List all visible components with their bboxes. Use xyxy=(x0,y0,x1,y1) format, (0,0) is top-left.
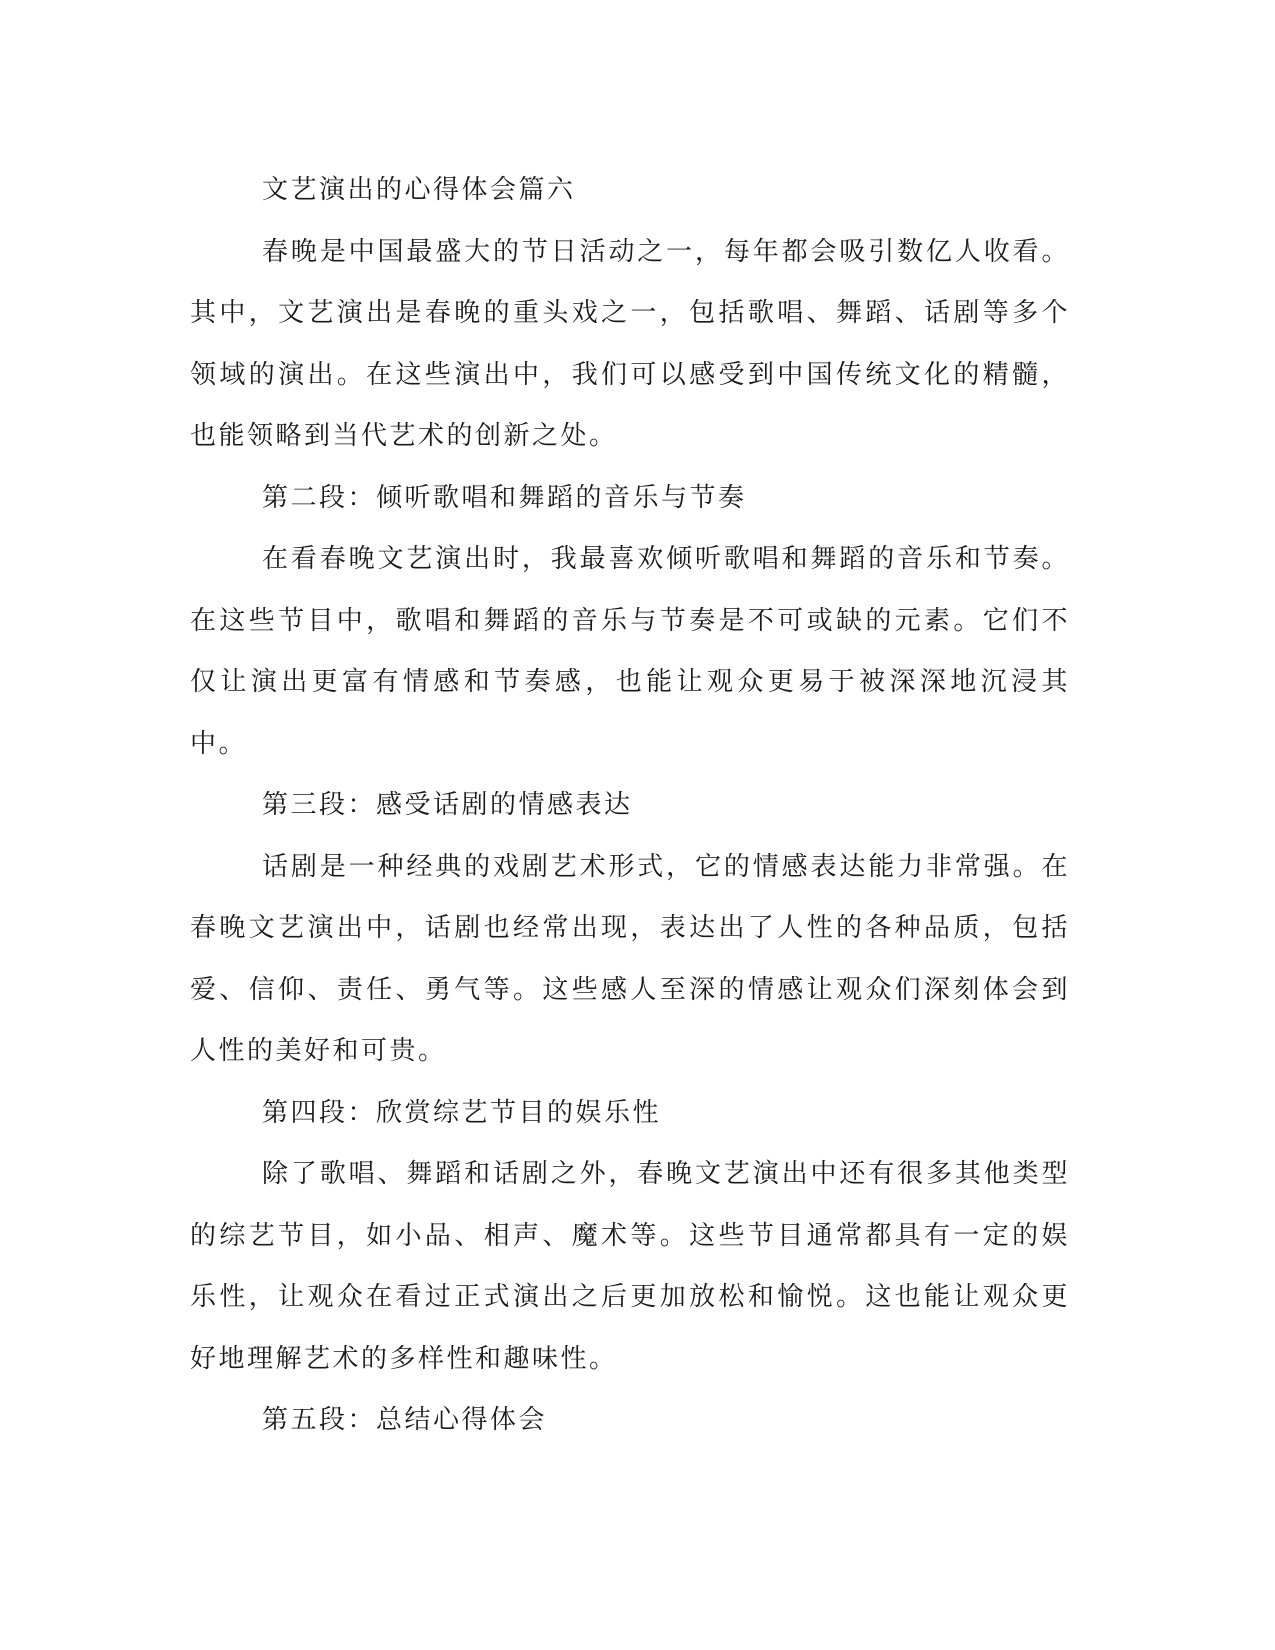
paragraph-drama: 话剧是一种经典的戏剧艺术形式，它的情感表达能力非常强。在春晚文艺演出中，话剧也经常出现，表达出了人性的各种品质，包括爱、信仰、责任、勇气等。这些感人至深的情感让观众们深刻体会到人性的美好和可贵。 xyxy=(190,851,1070,1066)
paragraph-music: 在看春晚文艺演出时，我最喜欢倾听歌唱和舞蹈的音乐和节奏。在这些节目中，歌唱和舞蹈的音乐与节奏是不可或缺的元素。它们不仅让演出更富有情感和节奏感，也能让观众更易于被深深地沉浸其中。 xyxy=(190,544,1070,759)
paragraph-variety: 除了歌唱、舞蹈和话剧之外，春晚文艺演出中还有很多其他类型的综艺节目，如小品、相声、魔术等。这些节目通常都具有一定的娱乐性，让观众在看过正式演出之后更加放松和愉悦。这也能让观众更好地理解艺术的多样性和趣味性。 xyxy=(190,1159,1070,1374)
section-heading-2: 第二段：倾听歌唱和舞蹈的音乐与节奏 xyxy=(262,482,747,513)
paragraph-intro: 春晚是中国最盛大的节日活动之一，每年都会吸引数亿人收看。其中，文艺演出是春晚的重头戏之一，包括歌唱、舞蹈、话剧等多个领域的演出。在这些演出中，我们可以感受到中国传统文化的精髓，也能领略到当代艺术的创新之处。 xyxy=(190,236,1070,451)
document-body xyxy=(190,160,1070,1452)
document-title: 文艺演出的心得体会篇六 xyxy=(262,175,576,205)
section-heading-5: 第五段：总结心得体会 xyxy=(262,1405,548,1435)
section-heading-3: 第三段：感受话剧的情感表达 xyxy=(262,790,633,820)
section-heading-4: 第四段：欣赏综艺节目的娱乐性 xyxy=(262,1097,662,1128)
